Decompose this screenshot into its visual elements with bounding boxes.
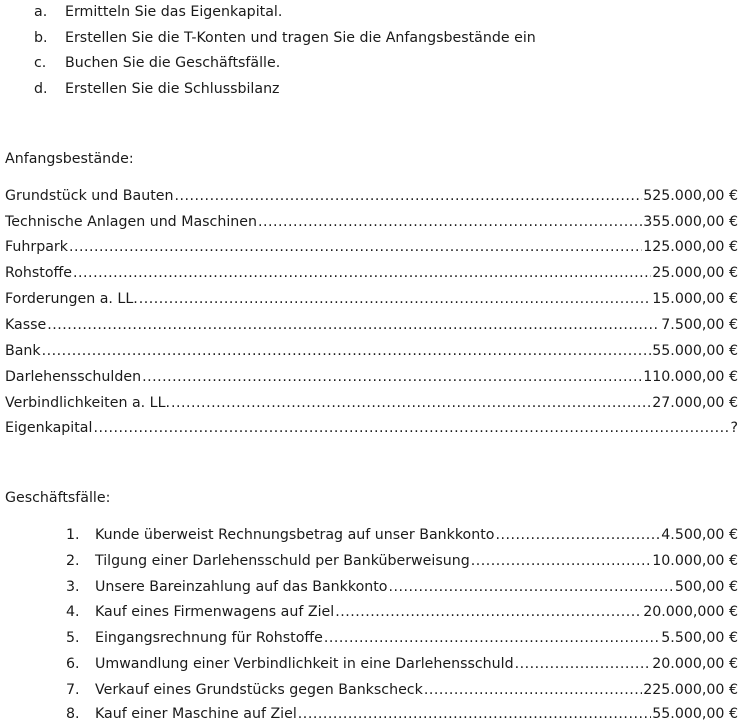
transaction-text: Unsere Bareinzahlung auf das Bankkonto <box>95 579 388 595</box>
transaction-text: Verkauf eines Grundstücks gegen Bankscheck <box>95 682 423 698</box>
leader-dots <box>69 237 642 257</box>
balance-label: Kasse <box>5 317 47 333</box>
balance-row <box>5 367 738 387</box>
transaction-text: Kauf einer Maschine auf Ziel <box>95 706 297 722</box>
transaction-value: 10.000,00 € <box>652 553 738 569</box>
leader-dots <box>73 263 651 283</box>
leader-dots <box>335 602 642 622</box>
balance-row <box>5 263 738 283</box>
balance-value: ? <box>730 420 738 436</box>
transaction-value: 20.000,000 € <box>643 604 738 620</box>
task-letter: a. <box>34 4 48 20</box>
balance-label: Eigenkapital <box>5 420 93 436</box>
transaction-row <box>66 577 738 597</box>
leader-dots <box>471 551 652 571</box>
transaction-row <box>66 628 738 648</box>
balance-row <box>5 186 738 206</box>
transaction-row <box>66 654 738 674</box>
balance-row <box>5 393 738 413</box>
balance-value: 15.000,00 € <box>652 291 738 307</box>
task-item <box>34 79 280 99</box>
leader-dots <box>93 418 729 438</box>
balance-label: Technische Anlagen und Maschinen <box>5 214 257 230</box>
balance-value: 125.000,00 € <box>643 239 738 255</box>
leader-dots <box>171 393 651 413</box>
transaction-label <box>66 551 470 571</box>
balance-label: Forderungen a. LL. <box>5 291 138 307</box>
transaction-number: 1. <box>66 527 80 543</box>
transaction-value: 20.000,00 € <box>652 656 738 672</box>
task-text: Erstellen Sie die Schlussbilanz <box>65 81 280 97</box>
leader-dots <box>495 525 660 545</box>
transaction-label <box>66 602 334 622</box>
balance-label: Grundstück und Bauten <box>5 188 174 204</box>
transaction-number: 7. <box>66 682 80 698</box>
leader-dots <box>139 289 652 309</box>
task-text: Buchen Sie die Geschäftsfälle. <box>65 55 281 71</box>
balance-row <box>5 341 738 361</box>
transaction-text: Eingangsrechnung für Rohstoffe <box>95 630 323 646</box>
task-text: Erstellen Sie die T-Konten und tragen Sie die Anfangsbestände ein <box>65 30 536 46</box>
transaction-label <box>66 577 388 597</box>
task-text: Ermitteln Sie das Eigenkapital. <box>65 4 283 20</box>
leader-dots <box>324 628 660 648</box>
balance-value: 355.000,00 € <box>643 214 738 230</box>
transaction-text: Kauf eines Firmenwagens auf Ziel <box>95 604 335 620</box>
transaction-value: 55.000,00 € <box>652 706 738 722</box>
balance-value: 27.000,00 € <box>652 395 738 411</box>
leader-dots <box>47 315 660 335</box>
transaction-label <box>66 525 494 545</box>
transaction-label <box>66 628 323 648</box>
balance-label: Fuhrpark <box>5 239 68 255</box>
balance-value: 110.000,00 € <box>643 369 738 385</box>
transaction-text: Umwandlung einer Verbindlichkeit in eine Darlehensschuld <box>95 656 514 672</box>
balance-value: 525.000,00 € <box>643 188 738 204</box>
balance-row <box>5 315 738 335</box>
anfangsbestaende-heading: Anfangsbestände: <box>5 151 134 167</box>
transaction-row <box>66 680 738 700</box>
balance-row <box>5 418 738 438</box>
balance-value: 7.500,00 € <box>661 317 738 333</box>
transaction-value: 4.500,00 € <box>661 527 738 543</box>
balance-row <box>5 289 738 309</box>
balance-label: Verbindlichkeiten a. LL. <box>5 395 170 411</box>
transaction-text: Kunde überweist Rechnungsbetrag auf unser Bankkonto <box>95 527 495 543</box>
transaction-number: 5. <box>66 630 80 646</box>
balance-row <box>5 237 738 257</box>
leader-dots <box>42 341 652 361</box>
transaction-number: 4. <box>66 604 80 620</box>
leader-dots <box>515 654 652 674</box>
balance-row <box>5 212 738 232</box>
leader-dots <box>258 212 642 232</box>
transaction-row <box>66 704 738 724</box>
task-letter: d. <box>34 81 48 97</box>
transaction-number: 2. <box>66 553 80 569</box>
balance-value: 25.000,00 € <box>652 265 738 281</box>
leader-dots <box>298 704 651 724</box>
leader-dots <box>175 186 643 206</box>
transaction-label <box>66 704 297 724</box>
task-letter: b. <box>34 30 48 46</box>
transaction-value: 5.500,00 € <box>661 630 738 646</box>
transaction-number: 8. <box>66 706 80 722</box>
geschaeftsfaelle-heading: Geschäftsfälle: <box>5 490 111 506</box>
balance-label: Rohstoffe <box>5 265 73 281</box>
balance-label: Darlehensschulden <box>5 369 142 385</box>
transaction-number: 6. <box>66 656 80 672</box>
transaction-text: Tilgung einer Darlehensschuld per Banküberweisung <box>95 553 470 569</box>
transaction-row <box>66 551 738 571</box>
balance-label: Bank <box>5 343 41 359</box>
transaction-value: 225.000,00 € <box>643 682 738 698</box>
transaction-row <box>66 602 738 622</box>
task-item <box>34 2 282 22</box>
transaction-label <box>66 654 514 674</box>
transaction-value: 500,00 € <box>674 579 738 595</box>
task-item <box>34 53 280 73</box>
transaction-label <box>66 680 423 700</box>
leader-dots <box>142 367 642 387</box>
leader-dots <box>424 680 642 700</box>
transaction-number: 3. <box>66 579 80 595</box>
task-item <box>34 28 536 48</box>
leader-dots <box>389 577 674 597</box>
balance-value: 55.000,00 € <box>652 343 738 359</box>
task-letter: c. <box>34 55 47 71</box>
transaction-row <box>66 525 738 545</box>
